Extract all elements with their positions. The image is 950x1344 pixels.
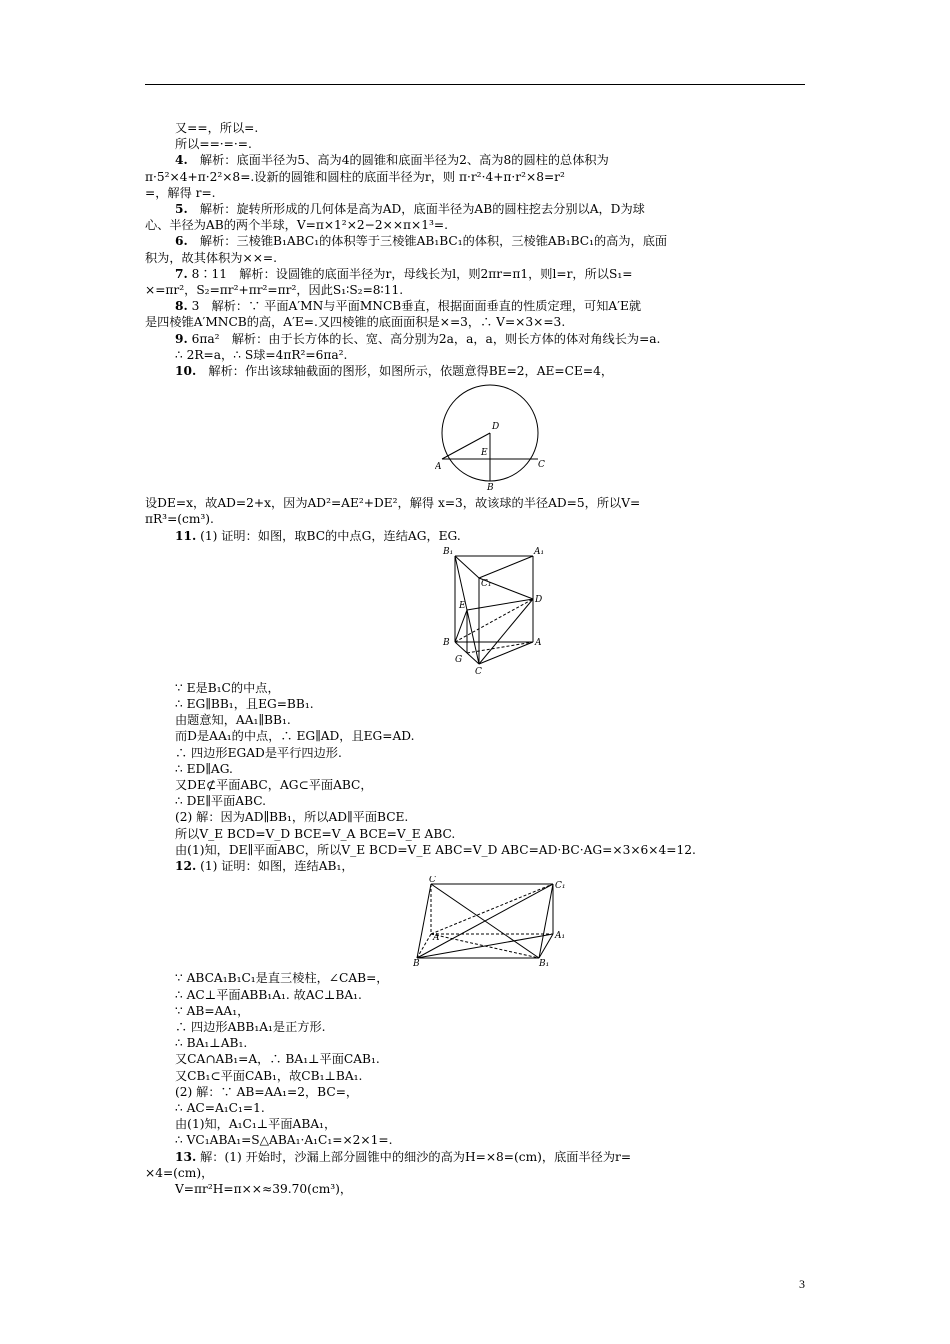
label-b1: B₁ <box>443 546 454 557</box>
text-line: ∴ AC⊥平面ABB₁A₁. 故AC⊥BA₁. <box>175 987 362 1002</box>
label-d: D <box>535 594 543 605</box>
label-b: B <box>487 483 494 492</box>
text-line: ∴ ED∥AG. <box>175 761 233 776</box>
page-number: 3 <box>799 1277 805 1291</box>
text-line: 设DE=x，故AD=2+x，因为AD²=AE²+DE²，解得 x=3，故该球的半径AD=5，所以V= <box>145 496 641 511</box>
text-line: ×4=(cm)， <box>145 1165 214 1180</box>
text-line: 所以V_E BCD=V_D BCE=V_A BCE=V_E ABC. <box>175 826 456 841</box>
text-line: πR³=(cm³). <box>145 512 214 527</box>
text-line: ×=πr²，S₂=πr²+πr²=πr²，因此S₁∶S₂=8∶11. <box>145 283 404 298</box>
label-c1: C₁ <box>555 881 566 892</box>
text-line: 由(1)知，DE∥平面ABC，所以V_E BCD=V_E ABC=V_D ABC=AD·BC·AG=×3×6×4=12. <box>175 842 696 857</box>
label-c: C <box>429 876 436 886</box>
problem-4: 4. 解析：底面半径为5、高为4的圆锥和底面半径为2、高为8的圆柱的总体积为 <box>175 153 609 168</box>
problem-5: 5. 解析：旋转所形成的几何体是高为AD，底面半径为AB的圆柱挖去分别以A，D为球 <box>175 202 645 217</box>
text-line: 由(1)知，A₁C₁⊥平面ABA₁， <box>175 1117 337 1132</box>
text-line: (2) 解：∵ AB=AA₁=2，BC=， <box>175 1084 359 1099</box>
text-line: 又CB₁⊂平面CAB₁，故CB₁⊥BA₁. <box>175 1068 363 1083</box>
problem-9: 9. 6πa² 解析：由于长方体的长、宽、高分别为2a，a，a，则长方体的体对角线长为=a. <box>175 331 661 346</box>
label-d: D <box>492 422 500 433</box>
problem-6: 6. 解析：三棱锥B₁ABC₁的体积等于三棱锥AB₁BC₁的体积，三棱锥AB₁BC₁的高为，底面 <box>175 234 668 249</box>
circle-cross-section-figure <box>435 381 547 491</box>
label-c: C <box>475 666 482 676</box>
label-a: A <box>535 637 542 648</box>
text-line: ∴ AC=A₁C₁=1. <box>175 1100 265 1115</box>
text-line: ∴ 四边形EGAD是平行四边形. <box>175 745 342 760</box>
prism-figure-11 <box>441 546 551 676</box>
text-line: ∵ E是B₁C的中点， <box>175 680 280 695</box>
label-g: G <box>455 654 463 665</box>
text-line: ∴ BA₁⊥AB₁. <box>175 1036 248 1051</box>
text-line: ∵ AB=AA₁， <box>175 1003 250 1018</box>
label-b1: B₁ <box>539 959 550 967</box>
text-line: ∴ 四边形ABB₁A₁是正方形. <box>175 1019 326 1034</box>
label-a: A <box>435 462 442 473</box>
text-line: 心、半径为AB的两个半球，V=π×1²×2−2××π×1³=. <box>145 218 448 233</box>
label-e: E <box>481 448 488 459</box>
text-line: 又DE⊄平面ABC，AG⊂平面ABC， <box>175 778 373 793</box>
header-rule <box>145 84 805 85</box>
label-a1: A₁ <box>555 931 566 942</box>
text-line: ∴ VC₁ABA₁=S△ABA₁·A₁C₁=×2×1=. <box>175 1133 393 1148</box>
text-line: 而D是AA₁的中点，∴ EG∥AD，且EG=AD. <box>175 729 415 744</box>
label-c: C <box>538 460 545 471</box>
problem-13: 13. 解：(1) 开始时，沙漏上部分圆锥中的细沙的高为H=×8=(cm)，底面半径为r= <box>175 1149 632 1164</box>
label-b: B <box>443 637 450 648</box>
text-line: ∴ DE∥平面ABC. <box>175 794 267 809</box>
problem-7: 7. 8∶11 解析：设圆锥的底面半径为r，母线长为l，则2πr=π1，则l=r，所以S₁= <box>175 266 633 281</box>
text-line: 是四棱锥A′MNCB的高，A′E=.又四棱锥的底面面积是×=3，∴ V=×3×=3. <box>145 315 566 330</box>
problem-12: 12. (1) 证明：如图，连结AB₁， <box>175 859 354 874</box>
problem-11: 11. (1) 证明：如图，取BC的中点G，连结AG，EG. <box>175 528 461 543</box>
text-line: π·5²×4+π·2²×8=.设新的圆锥和圆柱的底面半径为r，则 π·r²·4+π·r²×8=r² <box>145 169 565 184</box>
label-e: E <box>459 600 466 611</box>
text-line: ∴ 2R=a，∴ S球=4πR²=6πa². <box>175 347 348 362</box>
label-a1: A₁ <box>534 546 545 557</box>
prism-figure-12 <box>413 876 573 966</box>
text-line: 由题意知，AA₁∥BB₁. <box>175 713 291 728</box>
label-b: B <box>413 959 420 967</box>
text-line: 又CA∩AB₁=A，∴ BA₁⊥平面CAB₁. <box>175 1052 380 1067</box>
page-content <box>145 120 805 1197</box>
text-line: 积为，故其体积为××=. <box>145 250 278 265</box>
text-line: V=πr²H=π××≈39.70(cm³)， <box>175 1181 353 1196</box>
text-line: 所以==·=·=. <box>175 137 252 152</box>
text-line: (2) 解：因为AD∥BB₁，所以AD∥平面BCE. <box>175 810 409 825</box>
problem-10: 10. 解析：作出该球轴截面的图形，如图所示，依题意得BE=2，AE=CE=4， <box>175 364 614 379</box>
label-c1: C₁ <box>481 578 492 589</box>
text-line: ∵ ABCA₁B₁C₁是直三棱柱，∠CAB=， <box>175 971 389 986</box>
text-line: ∴ EG∥BB₁，且EG=BB₁. <box>175 697 314 712</box>
label-a: A <box>433 933 440 944</box>
text-line: =，解得 r=. <box>145 185 216 200</box>
text-line: 又==，所以=. <box>175 121 259 135</box>
problem-8: 8. 3 解析：∵ 平面A′MN与平面MNCB垂直，根据面面垂直的性质定理，可知A′E就 <box>175 299 642 314</box>
